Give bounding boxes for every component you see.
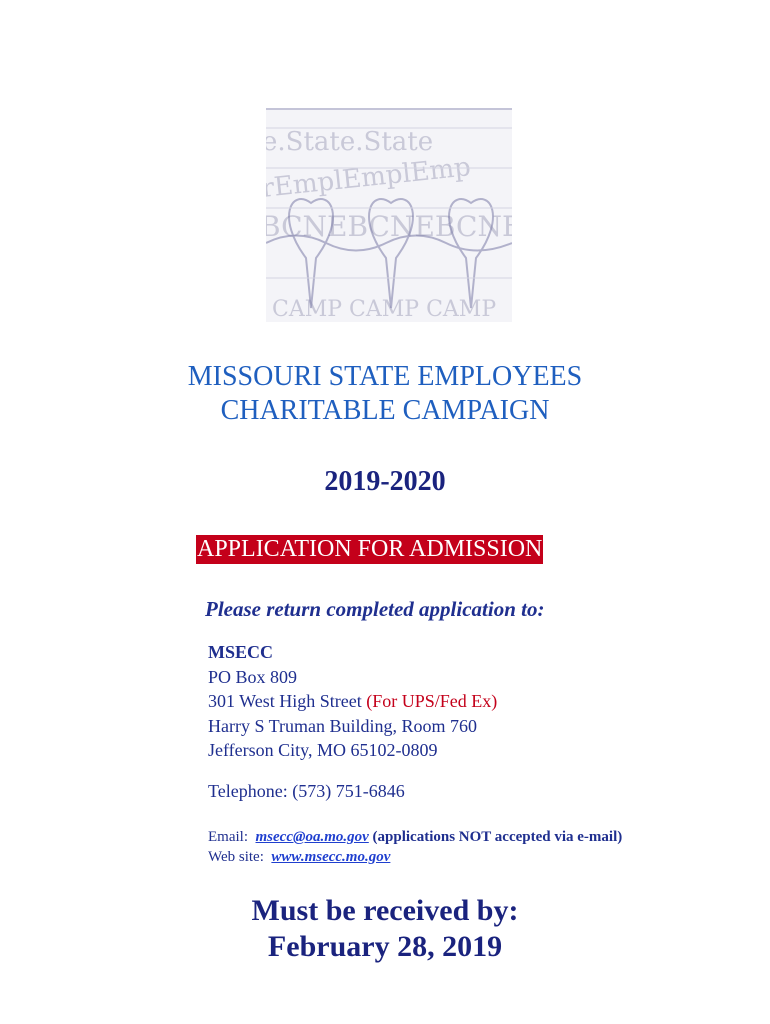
contact-info	[208, 827, 622, 867]
org-name: MSECC	[208, 642, 274, 662]
street-note: (For UPS/Fed Ex)	[366, 691, 498, 711]
return-instructions: Please return completed application to:	[205, 597, 545, 621]
campaign-year: 2019-2020	[324, 466, 446, 497]
title-line-2: CHARITABLE CAMPAIGN	[220, 395, 550, 426]
street-line	[208, 689, 497, 714]
email-line	[208, 827, 622, 847]
mailing-address	[208, 640, 497, 763]
building: Harry S Truman Building, Room 760	[208, 715, 478, 736]
application-banner: APPLICATION FOR ADMISSION	[197, 536, 543, 562]
svg-text:e.State.State: e.State.State	[266, 127, 434, 157]
website-line	[208, 847, 622, 867]
email-link[interactable]: msecc@oa.mo.gov	[255, 829, 369, 845]
svg-text:CAMP CAMP CAMP: CAMP CAMP CAMP	[272, 297, 497, 322]
deadline-date: February 28, 2019	[267, 930, 503, 963]
email-label: Email:	[208, 829, 248, 845]
website-label: Web site:	[208, 849, 264, 865]
deadline	[0, 893, 770, 965]
street-address: 301 West High Street	[208, 691, 362, 711]
svg-text:BCNEBCNEBCNE: BCNEBCNEBCNE	[266, 210, 512, 243]
deadline-label: Must be received by:	[251, 894, 519, 927]
campaign-title	[0, 360, 770, 428]
msecc-logo-icon	[266, 108, 512, 322]
title-line-1: MISSOURI STATE EMPLOYEES	[187, 361, 583, 392]
svg-text:rEmplEmplEmp: rEmplEmplEmp	[266, 152, 473, 204]
website-link[interactable]: www.msecc.mo.gov	[271, 849, 391, 865]
po-box: PO Box 809	[208, 666, 298, 687]
email-note: (applications NOT accepted via e-mail)	[372, 829, 623, 845]
telephone: Telephone: (573) 751-6846	[208, 781, 405, 801]
city-state-zip: Jefferson City, MO 65102-0809	[208, 740, 438, 760]
